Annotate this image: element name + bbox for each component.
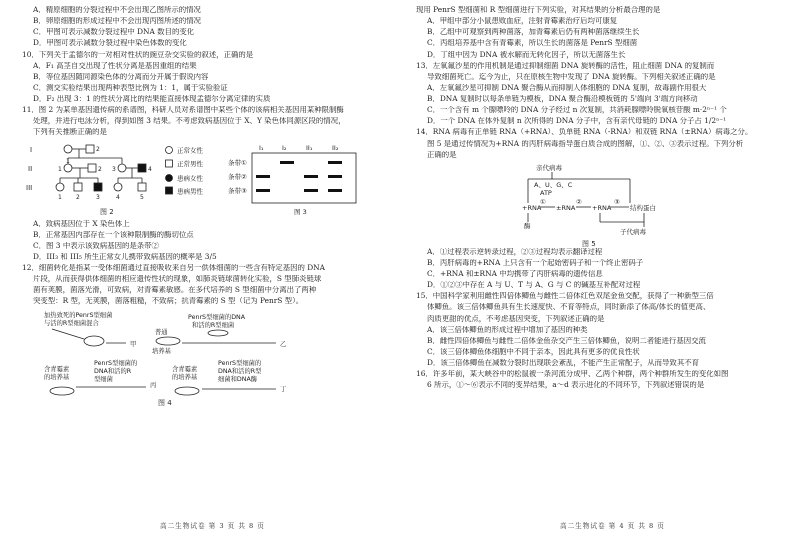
gel-col-label: I₂	[282, 143, 287, 152]
fig5-virus: 亲代病毒	[536, 163, 562, 172]
q14-stem-line: 14．RNA 病毒有正单链 RNA（+RNA）、负单链 RNA（-RNA）和双链 RNA（±RNA）病毒之分。	[416, 128, 753, 137]
q12-option-d: D．丁组中因为 DNA 被水解而无转化因子，所以无菌落生长	[427, 50, 626, 59]
fig4-text: DNA和活的R型	[218, 367, 262, 375]
petri-dish-icon	[175, 387, 199, 395]
fig4-text: 加热致死的PenrS型细菌	[44, 311, 113, 319]
ind-num: 2	[96, 145, 100, 153]
q10-option-b: B．等位基因随同源染色体的分离而分开属于假说内容	[33, 72, 209, 81]
q10-option-d: D．F₂ 出现 3：1 的性状分离比的结果能直接体现孟德尔分离定律的实质	[33, 95, 271, 103]
q12-stem-line: 菌有荚膜，菌落光滑，可致病，对青霉素敏感。在多代培养的 S 型细菌中分离出了两种	[33, 286, 317, 295]
fig5	[416, 162, 784, 248]
q15-option-c: C．该三倍体鲫鱼体细胞中不同于亲本，因此具有更多的优良性状	[427, 347, 640, 356]
tube-icon	[208, 330, 228, 336]
fig4-caption: 图 4	[158, 398, 172, 407]
gel-col-label: I₁	[259, 143, 264, 152]
q11-figures	[22, 140, 390, 220]
gel-band	[304, 189, 318, 192]
ind-num: 1	[66, 157, 70, 165]
q11-option-b: B．正常基因内部存在一个该种限制酶的酶切位点	[33, 230, 194, 239]
q12-tail-stem: 现用 PenrS 型细菌和 R 型细菌进行下列实验，对其结果的分析最合理的是	[416, 6, 661, 14]
mouse-icon	[84, 336, 104, 346]
fig4-text: 含青霉素	[172, 365, 198, 373]
fig5-protein: 结构蛋白	[630, 203, 656, 212]
q15-stem-line: 肉质更甜的优点，不考虑基因突变，下列叙述正确的是	[427, 314, 605, 323]
q12-option-b: B．乙组中可观察到两种菌落，加青霉素后仍有两种菌落继续生长	[427, 28, 640, 37]
fig5-caption: 图 5	[582, 239, 596, 248]
fig4-text: 培养基	[152, 347, 171, 355]
q15-option-a: A．该三倍体鲫鱼的形成过程中增加了基因的种类	[427, 325, 588, 334]
q16-stem-line: 6 所示，①～⑥表示不同的变异结果，a～d 表示进化的不同环节，下列叙述错误的是	[427, 381, 705, 390]
right-column	[416, 6, 784, 392]
q13-stem-line: 13．左氧氟沙星的作用机制是通过抑制细菌 DNA 旋转酶的活性，阻止细菌 DNA 的复制而	[416, 61, 715, 70]
q14-option-d: D．①②③中存在 A 与 U、T 与 A、G 与 C 的碱基互补配对过程	[427, 281, 641, 290]
fig4	[22, 309, 390, 409]
ind-num: 4	[148, 165, 152, 173]
ind-num: 2	[76, 193, 80, 201]
q10-option-a: A．F₁ 高茎自交出现了性状分离是基因重组的结果	[33, 61, 197, 70]
q9-option-d: D．甲图可表示减数分裂过程中染色体数的变化	[33, 39, 187, 48]
legend-affected-female: 患病女性	[177, 174, 203, 182]
q9-option-a: A．精原细胞的分裂过程中不会出现乙图所示的情况	[33, 6, 201, 14]
fig4-text: PenrS型细菌的	[94, 359, 138, 367]
fig5-rna2: ±RNA	[556, 203, 576, 212]
ind-num: 1	[58, 165, 62, 173]
fig5-enzyme: 酶	[524, 221, 531, 230]
q12-stem-line: 片段，从而获得供体细菌的相应遗传性状的现象，如肺炎链球菌转化实验，S 型肺炎链球	[33, 275, 322, 284]
gel-band	[304, 175, 318, 178]
fig4-text: 型细菌	[94, 375, 113, 383]
gel-band	[280, 161, 294, 164]
fig4-text: PenrS型细菌的DNA	[188, 313, 246, 321]
pedigree-and-gel	[22, 140, 390, 220]
q14-option-a: A．①过程表示逆转录过程，②③过程均表示翻译过程	[427, 247, 603, 256]
legend-normal-female: 正常女性	[177, 146, 203, 154]
q11-stem-line: 下列有关推断正确的是	[33, 128, 107, 137]
q13-option-a: A．左氧氟沙星可抑制 DNA 聚合酶从而抑制人体细胞的 DNA 复制，故毒副作用很大	[427, 83, 707, 92]
left-column	[22, 6, 390, 409]
q11-option-d: D．III₃ 和 III₅ 所生正常女儿携带致病基因的概率是 3/5	[33, 252, 217, 261]
q14-stem-line: 正确的是	[427, 150, 457, 159]
left-footer: 高二生物试卷 第 3 页 共 8 页	[160, 522, 265, 530]
gel-band	[328, 161, 342, 164]
fig5-energy: ATP	[540, 188, 552, 197]
gel-band	[328, 175, 342, 178]
q14-option-b: B．丙肝病毒的+RNA 上只含有一个起始密码子和一个终止密码子	[427, 258, 644, 267]
ind-num: 1	[58, 193, 62, 201]
q10-stem: 10．下列关于孟德尔的一对相对性状的豌豆杂交实验的叙述，正确的是	[22, 50, 254, 59]
fig5-step: ③	[614, 197, 620, 206]
fig5-rna1: +RNA	[522, 203, 542, 212]
gel-col-label: II₁	[306, 143, 313, 152]
q14-stem-line: 图 5 是通过传情况为+RNA 的丙肝病毒指导蛋白质合成的图解，①、②、③表示过程。下列分析	[427, 139, 744, 148]
fig2-caption: 图 2	[100, 207, 114, 216]
petri-dish-icon	[156, 337, 180, 345]
q12-option-c: C．丙组培养基中含有青霉素，所以生长的菌落是 PenrS 型细菌	[427, 39, 638, 48]
gen-label-I: I	[30, 145, 33, 154]
label-bing: 丙	[150, 381, 157, 389]
q11-option-a: A．致病基因位于 X 染色体上	[33, 219, 130, 228]
fig5-offspring: 子代病毒	[620, 227, 646, 236]
q12-option-a: A．甲组中部分小鼠患败血症，注射青霉素治疗后均可康复	[427, 17, 618, 26]
fig4-text: 的培养基	[44, 373, 70, 381]
fig3-caption: 图 3	[294, 207, 307, 216]
q13-stem-line: 导致细菌死亡。迄今为止，只在原核生物中发现了 DNA 旋转酶。下列相关叙述正确的是	[427, 72, 716, 81]
q11-stem-line: 处理，并进行电泳分析，得到如图 3 结果。不考虑致病基因位于 X、Y 染色体同源区段的情况，	[33, 117, 346, 126]
q10-option-c: C．测交实验结果出现两种表型比例为 1：1，属于实验验证	[33, 83, 228, 92]
fig5-rna3: +RNA	[592, 203, 612, 212]
fig5-step: ②	[576, 197, 582, 206]
right-footer: 高二生物试卷 第 4 页 共 8 页	[560, 522, 665, 530]
q9-option-c: C．甲图可表示减数分裂过程中 DNA 数目的变化	[33, 28, 195, 37]
q13-option-d: D．一个 DNA 在体外复制 n 次所得的 DNA 分子中，含有亲代母链的 DNA 分子占 1/2ⁿ⁻¹	[427, 117, 727, 126]
petri-dish-icon	[50, 387, 74, 395]
label-jia: 甲	[130, 340, 137, 348]
gen-label-III: III	[26, 183, 33, 192]
fig4-text: 和活的R型细菌	[192, 321, 235, 329]
gel-band	[256, 175, 270, 178]
gel-row-label: 条带①	[228, 158, 247, 167]
q13-option-b: B．DNA 复制时以每条单链为模板，DNA 聚合酶沿模板链的 5'端向 3'端方向移动	[427, 95, 698, 103]
fig5-inputs: A、U、G、C	[534, 180, 573, 189]
ind-num: 3	[112, 165, 116, 173]
q15-option-d: D．该三倍体鲫鱼在减数分裂时出现联会紊乱，不能产生正常配子，从而导致其不育	[427, 359, 699, 367]
fig4-text: 的培养基	[172, 373, 198, 381]
fig4-text: 普通	[155, 328, 168, 336]
fig4-text: 含青霉素	[44, 365, 70, 373]
q12-stem-line: 12．细菌转化是指某一受体细菌通过直接吸收来自另一供体细菌的一些含有特定基因的 DNA	[22, 264, 325, 272]
fig5-step: ①	[540, 197, 546, 206]
q15-option-b: B．雌性四倍体鲫鱼与雌性二倍体金鱼杂交产生三倍体鲫鱼，说明二者能进行基因交流	[427, 336, 706, 345]
legend-normal-male: 正常男性	[177, 159, 203, 168]
q14-option-c: C．+RNA 和±RNA 中均携带了丙肝病毒的遗传信息	[427, 270, 603, 278]
fig4-text: 细菌和DNA酶	[218, 375, 258, 383]
q13-option-c: C．一个含有 m 个腺嘌呤的 DNA 分子经过 n 次复制，共消耗腺嘌呤脱氧核苷酸 m·2ⁿ⁻¹ 个	[427, 106, 727, 115]
gen-label-II: II	[28, 164, 33, 173]
gel-band	[256, 189, 270, 192]
ind-num: 5	[140, 193, 144, 201]
gel-row-label: 条带②	[228, 172, 247, 181]
fig4-text: PenrS型细菌的	[218, 359, 262, 367]
gel-row-label: 条带③	[228, 186, 247, 195]
q11-option-c: C．图 3 中表示该致病基因的是条带②	[33, 241, 159, 250]
label-yi: 乙	[280, 340, 287, 348]
fig4-text: DNA和活的R	[94, 367, 132, 375]
gel-band	[328, 189, 342, 192]
ind-num: 4	[116, 193, 120, 201]
q16-stem-line: 16．许多年前，某大峡谷中的松鼠被一条河流分成甲、乙两个种群，两个种群所发生的变化如图	[416, 370, 729, 379]
fig5-diagram	[416, 162, 784, 248]
ind-num: 3	[96, 193, 100, 201]
gel-col-label: II₂	[332, 143, 339, 152]
q9-option-b: B．卵原细胞的形成过程中不会出现丙图所述的情况	[33, 17, 202, 26]
ind-num: 2	[98, 165, 102, 173]
q15-stem-line: 15．中国科学家利用雌性四倍体鲫鱼与雌性二倍体红色双尾金鱼交配，获得了一种新型三倍	[416, 292, 714, 301]
label-ding: 丁	[280, 385, 287, 393]
q11-stem-line: 11．图 2 为某单基因遗传病的系谱图，科研人员对系谱图中某些个体的该病相关基因用某种限制酶	[22, 106, 344, 115]
legend-affected-male: 患病男性	[177, 187, 203, 195]
q12-stem-line: 突变型：R 型，无荚膜，菌落粗糙，不致病；抗青霉素的 S 型（记为 PenrS 型）。	[33, 297, 304, 306]
q15-stem-line: 体鲫鱼。该三倍体鲫鱼具有生长速度快、不育等特点，同时新添了体高/体长的值更高、	[427, 303, 711, 312]
fig4-diagram	[22, 309, 390, 409]
fig4-text: 与活的R型细菌混合	[44, 319, 99, 327]
